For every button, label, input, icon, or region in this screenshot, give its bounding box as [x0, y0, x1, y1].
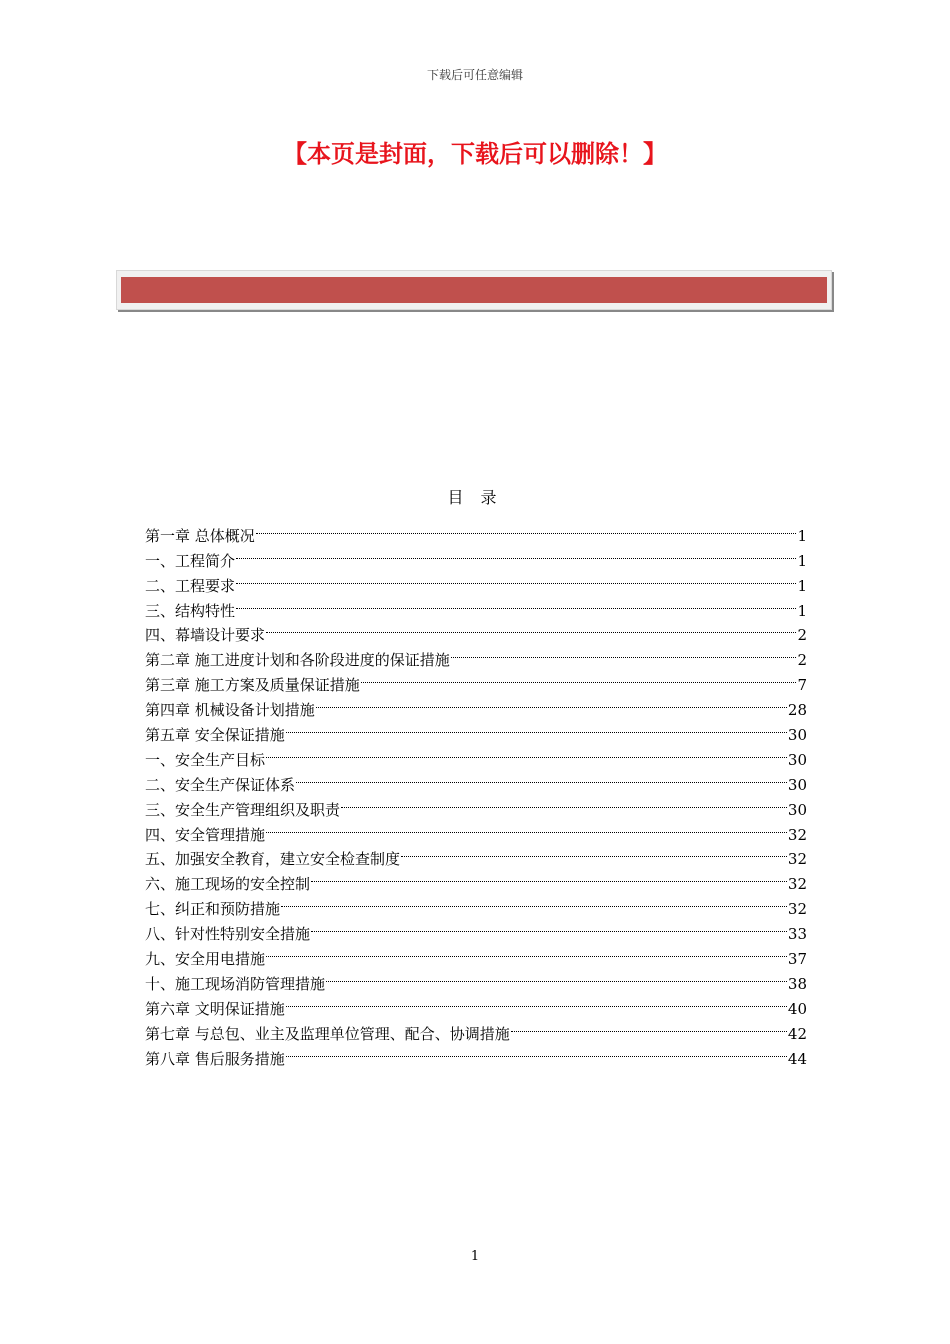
toc-entry-page: 30 — [787, 726, 807, 745]
toc-entry-page: 44 — [787, 1049, 807, 1068]
toc-entry-label: 第六章 文明保证措施 — [145, 999, 285, 1018]
toc-entry-page: 1 — [797, 576, 807, 595]
toc-entry-label: 四、安全管理措施 — [145, 825, 266, 844]
toc-entry-page: 2 — [797, 626, 807, 645]
toc-entry[interactable] — [145, 516, 807, 545]
toc-entry-page: 7 — [797, 676, 807, 695]
toc-leader-dots — [341, 790, 787, 815]
toc-entry-page: 32 — [787, 850, 807, 869]
toc-entry-page: 40 — [787, 999, 807, 1018]
toc-entry-label: 九、安全用电措施 — [145, 950, 266, 969]
toc-leader-dots — [311, 914, 787, 939]
toc-entry-page: 32 — [787, 875, 807, 894]
toc-entry-label: 四、幕墙设计要求 — [145, 626, 266, 645]
toc-entry-page: 1 — [797, 601, 807, 620]
toc-leader-dots — [266, 939, 787, 964]
table-of-contents — [145, 516, 807, 1068]
toc-leader-dots — [286, 715, 787, 740]
toc-entry-page: 1 — [797, 526, 807, 545]
toc-entry-label: 第四章 机械设备计划措施 — [145, 701, 315, 720]
toc-entry-label: 二、工程要求 — [145, 576, 236, 595]
toc-entry-page: 2 — [797, 651, 807, 670]
toc-leader-dots — [256, 516, 797, 541]
toc-leader-dots — [326, 964, 787, 989]
toc-entry-page: 30 — [787, 775, 807, 794]
toc-leader-dots — [296, 765, 787, 790]
toc-entry-label: 第五章 安全保证措施 — [145, 726, 285, 745]
toc-entry-page: 37 — [787, 950, 807, 969]
toc-entry[interactable] — [145, 591, 807, 620]
toc-leader-dots — [236, 591, 796, 616]
toc-entry-page: 38 — [787, 974, 807, 993]
toc-entry-label: 三、结构特性 — [145, 601, 236, 620]
decorative-banner-frame — [116, 270, 832, 310]
toc-entry-page: 33 — [787, 925, 807, 944]
page-number: 1 — [470, 1249, 480, 1264]
toc-entry-page: 32 — [787, 900, 807, 919]
toc-entry-label: 六、施工现场的安全控制 — [145, 875, 311, 894]
header-note: 下载后可任意编辑 — [426, 68, 523, 82]
toc-leader-dots — [281, 889, 787, 914]
toc-leader-dots — [451, 640, 797, 665]
toc-title: 目 录 — [447, 488, 503, 507]
toc-entry-label: 一、安全生产目标 — [145, 750, 266, 769]
toc-leader-dots — [316, 690, 787, 715]
toc-entry-label: 第七章 与总包、业主及监理单位管理、配合、协调措施 — [145, 1024, 510, 1043]
toc-entry-label: 五、加强安全教育，建立安全检查制度 — [145, 850, 401, 869]
toc-leader-dots — [266, 740, 787, 765]
toc-entry-label: 二、安全生产保证体系 — [145, 775, 296, 794]
toc-entry[interactable] — [145, 566, 807, 595]
toc-leader-dots — [236, 541, 796, 566]
toc-leader-dots — [286, 989, 787, 1014]
toc-leader-dots — [266, 616, 796, 641]
toc-entry[interactable] — [145, 541, 807, 570]
toc-entry-page: 28 — [787, 701, 807, 720]
toc-entry-label: 一、工程简介 — [145, 551, 236, 570]
toc-entry-label: 八、针对性特别安全措施 — [145, 925, 311, 944]
toc-entry-page: 30 — [787, 750, 807, 769]
toc-leader-dots — [361, 665, 797, 690]
toc-entry[interactable] — [145, 616, 807, 645]
toc-entry-page: 30 — [787, 800, 807, 819]
toc-entry-label: 三、安全生产管理组织及职责 — [145, 800, 341, 819]
toc-leader-dots — [236, 566, 796, 591]
toc-entry-label: 七、纠正和预防措施 — [145, 900, 281, 919]
toc-leader-dots — [266, 815, 787, 840]
decorative-banner — [121, 277, 827, 303]
toc-entry-label: 第二章 施工进度计划和各阶段进度的保证措施 — [145, 651, 450, 670]
toc-entry-label: 第八章 售后服务措施 — [145, 1049, 285, 1068]
toc-entry-page: 32 — [787, 825, 807, 844]
toc-leader-dots — [311, 864, 787, 889]
toc-entry-label: 第一章 总体概况 — [145, 526, 255, 545]
toc-entry-label: 十、施工现场消防管理措施 — [145, 974, 326, 993]
toc-leader-dots — [286, 1039, 787, 1064]
toc-leader-dots — [401, 840, 787, 865]
cover-notice: 【本页是封面，下载后可以删除！】 — [283, 140, 667, 168]
toc-entry-page: 42 — [787, 1024, 807, 1043]
toc-entry-page: 1 — [797, 551, 807, 570]
toc-entry-label: 第三章 施工方案及质量保证措施 — [145, 676, 360, 695]
toc-leader-dots — [511, 1014, 787, 1039]
